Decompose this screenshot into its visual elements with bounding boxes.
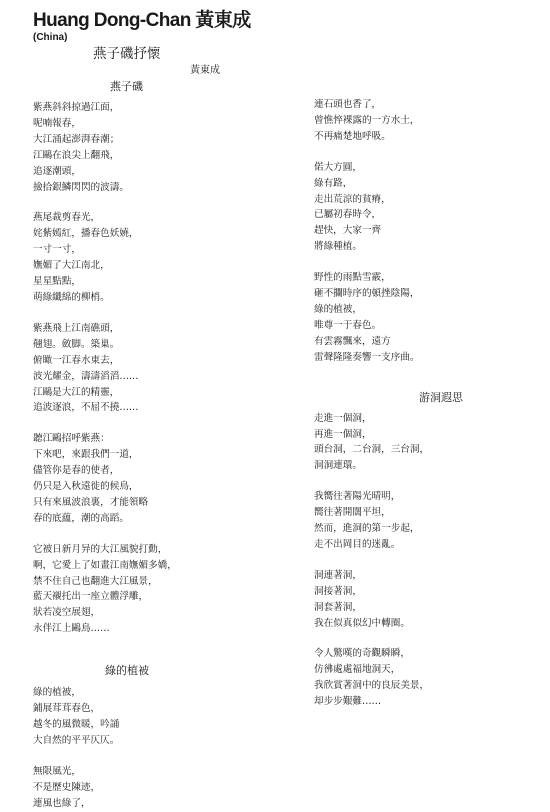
poem-line: 下來吧，來跟我們一道， xyxy=(33,449,139,461)
stanza xyxy=(314,646,534,710)
stanza xyxy=(33,210,273,305)
stanza xyxy=(314,270,534,365)
poem-line: 萌綠纖綿的柳梢。 xyxy=(33,291,110,303)
poem-line: 不是歷史陳迹， xyxy=(33,781,101,793)
poem-line: 江鷗是大江的精靈， xyxy=(33,386,120,398)
poem-line: 追波逐浪，不屈不撓…… xyxy=(33,402,139,414)
poem-line: 趕快，大家一齊 xyxy=(314,225,382,237)
poem-line: 翹翅。斂脚。築巢。 xyxy=(33,338,120,350)
poem-title: 綠的植被 xyxy=(105,664,149,678)
poem-line: 唯尊一于春色。 xyxy=(314,319,382,331)
poem-line: 野性的雨點雪霰， xyxy=(314,272,391,284)
poem-line: 洞洞連環。 xyxy=(314,460,362,472)
poem-line: 追逐潮頭， xyxy=(33,165,81,177)
stanza xyxy=(314,97,534,145)
poem-line: 再進一個洞， xyxy=(314,428,372,440)
poem-line: 姹紫嫣紅，播春色妖嬈， xyxy=(33,228,139,240)
poem-line: 撿拾銀鱗閃閃的波濤。 xyxy=(33,181,129,193)
poem-line: 呢喃報春， xyxy=(33,117,81,129)
poem-line: 我嚮往著陽光晴明， xyxy=(314,491,401,503)
stanza xyxy=(33,685,273,749)
left-column xyxy=(33,45,273,812)
poem-line: 儘管你是春的使者， xyxy=(33,465,120,477)
poem-line: 然而，進洞的第一步起， xyxy=(314,523,420,535)
poem-line: 燕尾裁剪春光， xyxy=(33,212,101,224)
poem-line: 已屬初春時令， xyxy=(314,209,382,221)
right-column xyxy=(314,97,534,710)
poem-line: 曾憔悴裸露的一方水土， xyxy=(314,114,420,126)
poem-line: 我欣賞著洞中的良辰美景， xyxy=(314,680,430,692)
poem-line: 啊，它愛上了如畫江南嫵媚多嬌， xyxy=(33,559,177,571)
poem-line: 連石頭也香了， xyxy=(314,99,382,110)
poem-line: 狀若凌空展翅， xyxy=(33,607,101,619)
poem-line: 仍只是入秋遠徙的候鳥， xyxy=(33,481,139,493)
poem-subtitle: 燕子磯 xyxy=(110,80,143,93)
poem-line: 紫燕斜斜掠過江面， xyxy=(33,102,120,113)
author-header xyxy=(33,10,251,44)
stanza xyxy=(33,321,273,416)
poem-line: 禁不住自己也翻進大江風景， xyxy=(33,575,158,587)
poem-line: 綠的植被， xyxy=(33,687,81,699)
poem-line: 走出荒涼的貧瘠， xyxy=(314,193,391,205)
stanza xyxy=(314,489,534,553)
poem-line: 令人驚嘆的奇觀瞬瞬， xyxy=(314,648,410,660)
poem-line: 仿彿處處福地洞天， xyxy=(314,664,401,676)
poem-line: 砸不攔時序的頓挫陰陽， xyxy=(314,288,420,300)
stanza xyxy=(33,764,273,812)
poem-line: 綠有路， xyxy=(314,177,353,189)
poem-line: 藍天襯托出一座立體浮雕， xyxy=(33,591,149,603)
poem-line: 將綠種植。 xyxy=(314,241,362,253)
poem-line: 走不出岡目的迷亂。 xyxy=(314,538,401,550)
stanza xyxy=(314,411,534,475)
poem-line: 連風也綠了， xyxy=(33,797,91,809)
poem-line: 一寸一寸， xyxy=(33,244,81,256)
poem-line: 洞連著洞， xyxy=(314,569,362,581)
poem-line: 有雲霧飄來，遠方 xyxy=(314,335,391,347)
poem-line: 紫燕飛上江南礁頭， xyxy=(33,322,120,334)
poem-line: 洞套著洞， xyxy=(314,601,362,613)
poem-line: 却步步艱難…… xyxy=(314,696,382,708)
stanza xyxy=(33,100,273,195)
poem-line: 嚮往著開闊平坦， xyxy=(314,507,391,519)
poem-line: 波光耀金，濤濤滔滔…… xyxy=(33,370,139,382)
poem-line: 鋪展茸茸春色， xyxy=(33,703,101,715)
stanza xyxy=(314,160,534,255)
poem-title: 游洞遐思 xyxy=(419,390,463,404)
poem-line: 大自然的平平仄仄。 xyxy=(33,734,120,746)
poem-line: 走進一個洞， xyxy=(314,412,372,424)
poem-line: 它被日新月异的大江風貌打動， xyxy=(33,543,168,555)
poem-line: 洞接著洞， xyxy=(314,585,362,597)
author-name: Huang Dong-Chan 黃東成 xyxy=(33,10,251,31)
poem-line: 越冬的風微暖，吟誦 xyxy=(33,719,120,730)
poem-line: 綠的植被， xyxy=(314,303,362,315)
poem-title: 燕子磯抒懷 xyxy=(93,46,161,62)
poem-line: 我在似真似幻中轉圈。 xyxy=(314,617,410,629)
stanza xyxy=(33,431,273,526)
poem-line: 頭台洞，二台洞，三台洞， xyxy=(314,444,430,456)
poem-line: 大江涌起澎湃春潮； xyxy=(33,133,120,145)
poem-line: 只有來風波浪裏，才能領略 xyxy=(33,496,149,508)
author-country: (China) xyxy=(33,32,68,43)
poem-line: 星星點點， xyxy=(33,276,81,288)
poem-line: 俯瞰一江春水東去， xyxy=(33,354,120,366)
poem-line: 不再痛楚地呼吸。 xyxy=(314,130,391,142)
poem-line: 偌大方圓， xyxy=(314,161,362,173)
poem-line: 聽江鷗招呼紫燕： xyxy=(33,433,110,445)
stanza xyxy=(33,542,273,637)
poem-line: 嫵媚了大江南北， xyxy=(33,260,110,272)
poem-author: 黃東成 xyxy=(190,65,220,76)
stanza xyxy=(314,568,534,632)
poem-line: 春的底蘊，潮的高蹈。 xyxy=(33,512,129,524)
poem-line: 江鷗在浪尖上翻飛， xyxy=(33,149,120,161)
poem-line: 無限風光， xyxy=(33,765,81,777)
poem-line: 雷聲隆隆奏響一支序曲。 xyxy=(314,351,420,363)
poem-line: 永伴江上鷗鳥…… xyxy=(33,623,110,635)
